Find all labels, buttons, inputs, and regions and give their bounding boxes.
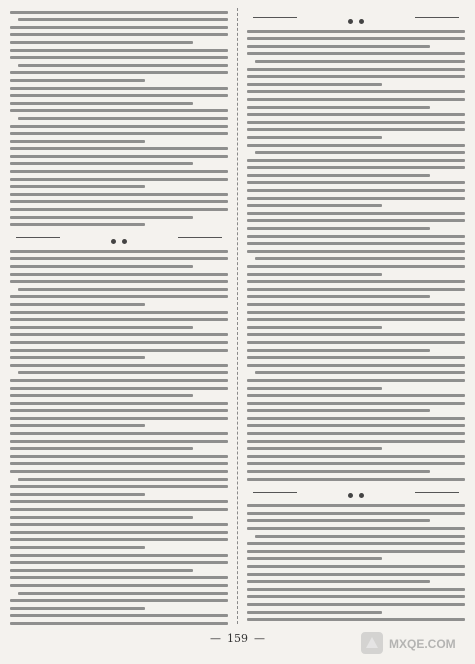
section-title [102,233,136,249]
right-text-block-1 [247,30,465,481]
section-title [339,13,373,29]
left-text-block-1 [10,11,228,227]
left-column [10,6,228,626]
document-page [10,6,465,626]
right-text-block-2 [247,504,465,626]
section-heading [247,484,465,500]
site-watermark-logo [359,628,469,658]
left-text-block-2 [10,250,228,626]
section-heading [247,9,465,25]
column-divider [237,8,238,624]
section-title [339,488,373,504]
page-number: — 159 — [210,632,265,645]
svg-text:MXQE.COM: MXQE.COM [389,637,456,651]
right-column [247,6,465,626]
section-heading [10,229,228,245]
